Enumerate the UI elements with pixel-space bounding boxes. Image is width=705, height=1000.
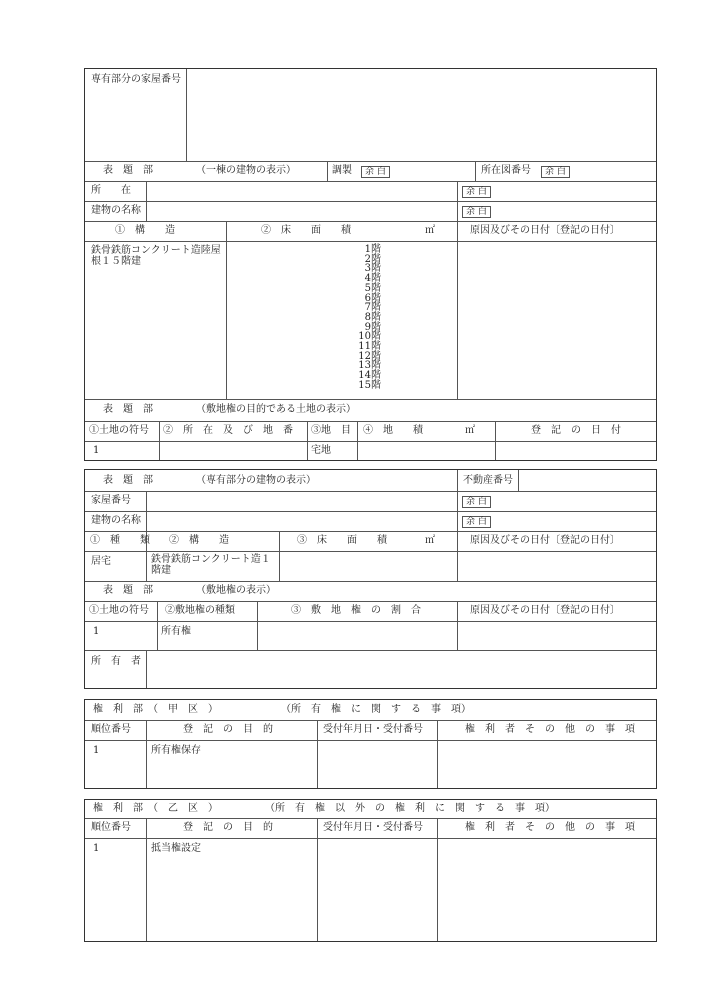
right-kind-header: ②敷地権の種類	[165, 605, 235, 616]
divider	[85, 221, 656, 222]
rights-section-kou	[84, 699, 657, 789]
divider	[159, 421, 160, 460]
divider	[85, 511, 656, 512]
divider	[85, 581, 656, 582]
structure-value: 鉄骨鉄筋コンクリート造１ 階建	[151, 554, 271, 576]
map-number-label: 所在図番号	[481, 165, 531, 176]
order-header: 順位番号	[91, 822, 131, 833]
divider	[146, 818, 147, 941]
divider	[85, 421, 656, 422]
land-category-header: ③地 目	[311, 425, 351, 436]
section-subtitle: （一棟の建物の表示）	[196, 165, 296, 176]
divider	[317, 720, 318, 788]
floor-label: 2階	[364, 253, 381, 265]
building-summary-section	[84, 68, 657, 461]
divider	[186, 69, 187, 161]
structure-header: ② 構 造	[169, 535, 229, 546]
divider	[226, 221, 227, 399]
real-estate-number-label: 不動産番号	[463, 475, 513, 486]
divider	[146, 650, 147, 688]
divider	[157, 601, 158, 650]
section-title: 表 題 部	[103, 404, 153, 415]
floor-label: 15階	[358, 379, 381, 391]
order-value: 1	[93, 745, 100, 756]
floor-label: 9階	[364, 321, 381, 333]
building-name-label: 建物の名称	[91, 515, 141, 526]
divider	[307, 421, 308, 460]
yohaku-stamp: 余 白	[462, 206, 491, 218]
section-title: 表 題 部	[103, 475, 153, 486]
divider	[85, 241, 656, 242]
owner-label: 所 有 者	[91, 656, 141, 667]
divider	[85, 551, 656, 552]
section-subtitle: （専有部分の建物の表示）	[196, 475, 316, 486]
order-value: 1	[93, 843, 100, 854]
section-subtitle: （所 有 権 以 外 の 権 利 に 関 す る 事 項）	[265, 803, 555, 814]
floor-label: 3階	[364, 263, 381, 275]
kind-header: ① 種 類	[90, 535, 150, 546]
yohaku-stamp: 余 白	[361, 166, 390, 178]
divider	[85, 181, 656, 182]
house-number-label: 専有部分の家屋番号	[91, 74, 181, 85]
floor-area-header: ② 床 面 積	[261, 225, 351, 236]
divider	[85, 720, 656, 721]
holder-header: 権 利 者 そ の 他 の 事 項	[465, 724, 635, 735]
land-number-value: 1	[93, 445, 100, 456]
divider	[475, 161, 476, 181]
yohaku-stamp: 余 白	[462, 186, 491, 198]
divider	[457, 221, 458, 399]
yohaku-stamp: 余 白	[462, 516, 491, 528]
divider	[457, 491, 458, 531]
divider	[85, 650, 656, 651]
section-title: 権 利 部 （ 甲 区 ）	[93, 704, 218, 715]
land-area-header: ④ 地 積	[363, 425, 423, 436]
divider	[457, 601, 458, 650]
unit-m2: ㎡	[425, 535, 435, 546]
yohaku-stamp: 余 白	[462, 496, 491, 508]
floor-list	[321, 245, 381, 391]
floor-label: 11階	[358, 341, 381, 353]
section-title: 表 題 部	[103, 165, 153, 176]
ratio-header: ③ 敷 地 権 の 割 合	[291, 605, 421, 616]
structure-header: ① 構 造	[115, 225, 175, 236]
section-subtitle: （所 有 権 に 関 す る 事 項）	[281, 704, 471, 715]
floor-label: 12階	[358, 350, 381, 362]
holder-header: 権 利 者 そ の 他 の 事 項	[465, 822, 635, 833]
cause-header: 原因及びその日付〔登記の日付〕	[470, 535, 620, 546]
divider	[85, 818, 656, 819]
cause-header: 原因及びその日付〔登記の日付〕	[470, 605, 620, 616]
divider	[257, 601, 258, 650]
divider	[457, 470, 458, 491]
divider	[85, 491, 656, 492]
divider	[279, 531, 280, 581]
divider	[85, 531, 656, 532]
location-label: 所 在	[91, 185, 131, 196]
land-number-value: 1	[93, 626, 100, 637]
divider	[457, 531, 458, 581]
divider	[85, 161, 656, 162]
section-title: 権 利 部 （ 乙 区 ）	[93, 803, 218, 814]
floor-area-header: ③ 床 面 積	[297, 535, 387, 546]
divider	[146, 720, 147, 788]
registration-date-header: 登 記 の 日 付	[531, 425, 621, 436]
divider	[85, 838, 656, 839]
receipt-header: 受付年月日・受付番号	[323, 822, 423, 833]
purpose-header: 登 記 の 目 的	[183, 724, 273, 735]
divider	[437, 720, 438, 788]
divider	[457, 181, 458, 221]
section-subtitle: （敷地権の表示）	[196, 585, 276, 596]
divider	[327, 161, 328, 181]
divider	[357, 421, 358, 460]
purpose-header: 登 記 の 目 的	[183, 822, 273, 833]
divider	[85, 740, 656, 741]
divider	[85, 201, 656, 202]
divider	[85, 399, 656, 400]
yohaku-stamp: 余 白	[541, 166, 570, 178]
floor-label: 7階	[364, 302, 381, 314]
building-name-label: 建物の名称	[91, 205, 141, 216]
unit-building-section	[84, 469, 657, 689]
receipt-header: 受付年月日・受付番号	[323, 724, 423, 735]
divider	[146, 181, 147, 221]
divider	[85, 621, 656, 622]
divider	[437, 818, 438, 941]
divider	[495, 421, 496, 460]
divider	[146, 491, 147, 531]
floor-label: 8階	[364, 311, 381, 323]
purpose-value: 所有権保存	[151, 745, 201, 756]
floor-label: 6階	[364, 292, 381, 304]
unit-m2: ㎡	[425, 225, 435, 236]
location-lot-header: ② 所 在 及 び 地 番	[163, 425, 293, 436]
chosei-label: 調製	[332, 165, 352, 176]
floor-label: 4階	[364, 273, 381, 285]
section-title: 表 題 部	[103, 585, 153, 596]
land-number-header: ①土地の符号	[89, 605, 149, 616]
unit-m2: ㎡	[465, 425, 475, 436]
land-category-value: 宅地	[311, 445, 331, 456]
floor-label: 1階	[364, 244, 381, 255]
structure-value: 鉄骨鉄筋コンクリート造陸屋 根１５階建	[91, 245, 221, 267]
floor-label: 13階	[358, 360, 381, 372]
floor-label: 14階	[358, 370, 381, 382]
section-subtitle: （敷地権の目的である土地の表示）	[196, 404, 356, 415]
divider	[518, 470, 519, 491]
cause-header: 原因及びその日付〔登記の日付〕	[470, 225, 620, 236]
divider	[85, 441, 656, 442]
floor-label: 5階	[364, 282, 381, 294]
right-kind-value: 所有権	[161, 626, 191, 637]
purpose-value: 抵当権設定	[151, 843, 201, 854]
rights-section-otsu	[84, 799, 657, 942]
floor-label: 10階	[358, 331, 381, 343]
divider	[317, 818, 318, 941]
house-number-label: 家屋番号	[91, 495, 131, 506]
kind-value: 居宅	[91, 556, 111, 567]
land-number-header: ①土地の符号	[89, 425, 149, 436]
divider	[85, 601, 656, 602]
order-header: 順位番号	[91, 724, 131, 735]
